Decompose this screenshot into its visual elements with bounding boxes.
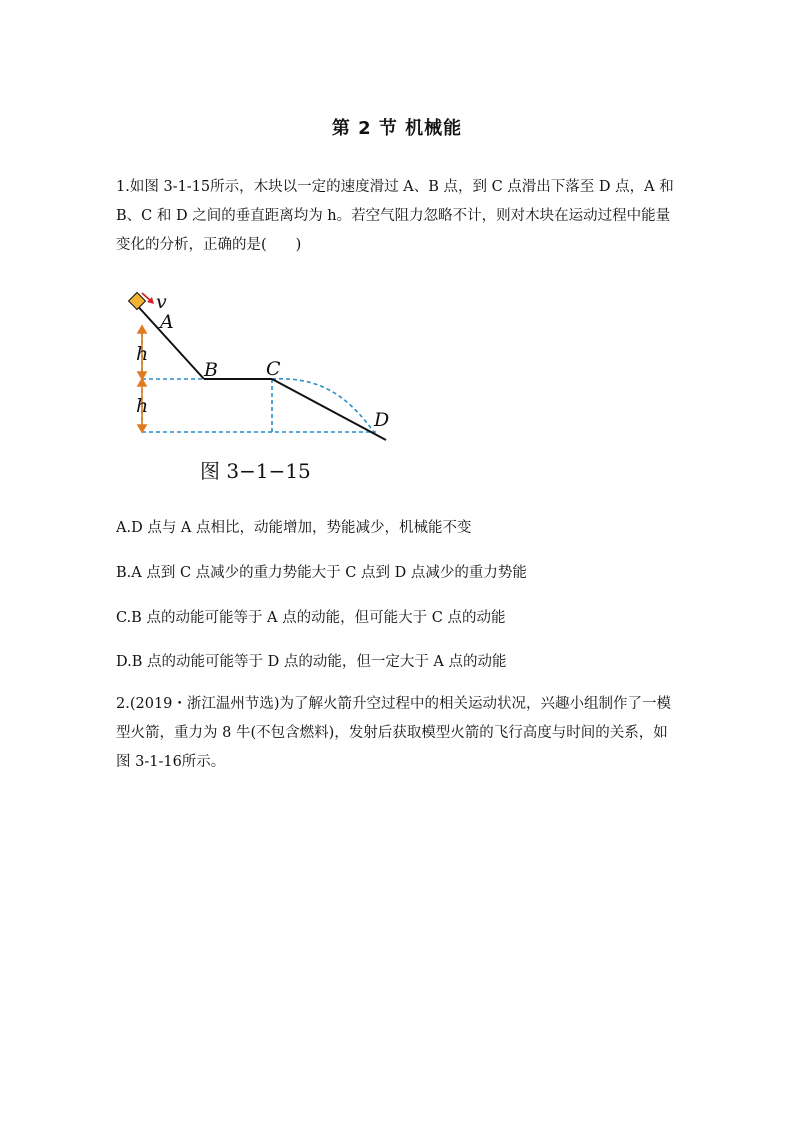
label-d: D bbox=[374, 409, 390, 431]
slope-c-d bbox=[272, 379, 386, 440]
label-h-lower: h bbox=[136, 395, 149, 417]
figure-caption: 图 3−1−15 bbox=[200, 459, 311, 483]
label-a: A bbox=[160, 311, 174, 333]
option-c: C.B 点的动能可能等于 A 点的动能，但可能大于 C 点的动能 bbox=[116, 610, 506, 626]
wooden-block bbox=[129, 293, 146, 310]
label-c: C bbox=[266, 358, 281, 380]
option-b: B.A 点到 C 点减少的重力势能大于 C 点到 D 点减少的重力势能 bbox=[116, 565, 527, 581]
label-b: B bbox=[204, 359, 218, 381]
question-1-text: 1.如图 3-1-15所示，木块以一定的速度滑过 A、B 点，到 C 点滑出下落至 D 点，A 和 B、C 和 D 之间的垂直距离均为 h。若空气阻力忽略不计，则对木块在运动过程中能量变化的分析，正确的是( ) bbox=[116, 179, 674, 253]
label-h-upper: h bbox=[136, 343, 149, 365]
option-d: D.B 点的动能可能等于 D 点的动能，但一定大于 A 点的动能 bbox=[116, 654, 507, 670]
option-a: A.D 点与 A 点相比，动能增加，势能减少，机械能不变 bbox=[116, 520, 472, 536]
page-title: 第 2 节 机械能 bbox=[331, 118, 463, 139]
label-v: v bbox=[156, 291, 167, 313]
question-2-text: 2.(2019・浙江温州节选)为了解火箭升空过程中的相关运动状况，兴趣小组制作了一模型火箭，重力为 8 牛(不包含燃料)，发射后获取模型火箭的飞行高度与时间的关系，如图 3-1-16所示。 bbox=[116, 696, 672, 770]
